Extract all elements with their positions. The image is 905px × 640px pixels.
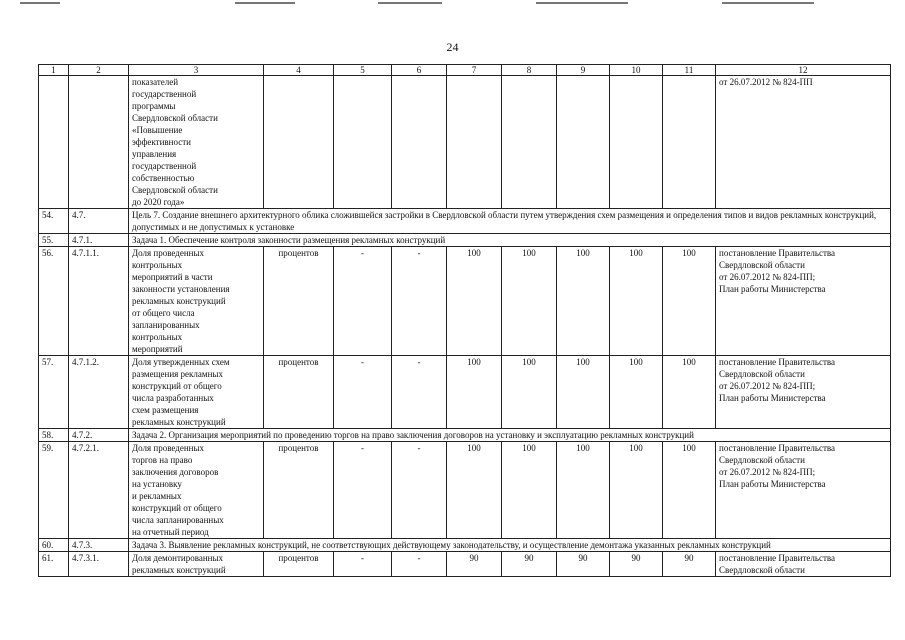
column-number-8: 8 — [502, 65, 557, 76]
unit-cell: процентов — [264, 442, 334, 539]
row-number: 59. — [39, 442, 69, 539]
row-code: 4.7.1.1. — [69, 247, 129, 356]
value-cell: - — [334, 247, 392, 356]
value-cell — [610, 76, 663, 209]
row-number: 61. — [39, 552, 69, 577]
value-cell: - — [334, 356, 392, 429]
value-cell: 100 — [557, 442, 610, 539]
unit-cell: процентов — [264, 552, 334, 577]
indicator-name: Доля демонтированных рекламных конструкций — [129, 552, 264, 577]
indicator-name: Доля утвержденных схем размещения рекламных конструкций от общего числа разработанных схем размещения рекламных конструкций — [129, 356, 264, 429]
indicator-row — [39, 76, 891, 209]
value-cell: - — [334, 552, 392, 577]
value-cell — [392, 76, 447, 209]
indicator-name: Доля проведенных торгов на право заключения договоров на установку и рекламных конструкций от общего числа запланированных на отчетный период — [129, 442, 264, 539]
row-code: 4.7.3.1. — [69, 552, 129, 577]
value-cell — [334, 76, 392, 209]
value-cell: - — [392, 552, 447, 577]
source-cell: постановление Правительства Свердловской области от 26.07.2012 № 824-ПП; План работы Министерства — [716, 247, 891, 356]
value-cell: 100 — [610, 356, 663, 429]
column-number-6: 6 — [392, 65, 447, 76]
column-number-4: 4 — [264, 65, 334, 76]
section-title: Задача 3. Выявление рекламных конструкций, не соответствующих действующему законодательству, и осуществление демонтажа указанных рекламных конструкций — [129, 539, 891, 552]
row-number: 60. — [39, 539, 69, 552]
section-title: Цель 7. Создание внешнего архитектурного облика сложившейся застройки в Свердловской области путем утверждения схем размещения и определения типов и видов рекламных конструкций, допустимых и не допустимых к установке — [129, 209, 891, 234]
section-row — [39, 234, 891, 247]
value-cell — [447, 76, 502, 209]
value-cell: 100 — [663, 247, 716, 356]
value-cell: 90 — [447, 552, 502, 577]
value-cell: 90 — [502, 552, 557, 577]
value-cell: 100 — [557, 247, 610, 356]
unit-cell — [264, 76, 334, 209]
row-number: 55. — [39, 234, 69, 247]
source-cell: постановление Правительства Свердловской области от 26.07.2012 № 824-ПП; План работы Министерства — [716, 356, 891, 429]
row-number: 54. — [39, 209, 69, 234]
source-cell: постановление Правительства Свердловской области — [716, 552, 891, 577]
indicator-row — [39, 356, 891, 429]
indicator-name: Доля проведенных контрольных мероприятий в части законности установления рекламных конструкций от общего числа запланированных контрольных мероприятий — [129, 247, 264, 356]
source-cell: постановление Правительства Свердловской области от 26.07.2012 № 824-ПП; План работы Министерства — [716, 442, 891, 539]
indicator-row — [39, 552, 891, 577]
column-number-2: 2 — [69, 65, 129, 76]
column-number-5: 5 — [334, 65, 392, 76]
section-row — [39, 539, 891, 552]
value-cell: 100 — [447, 442, 502, 539]
value-cell: 90 — [663, 552, 716, 577]
row-number: 56. — [39, 247, 69, 356]
row-number: 57. — [39, 356, 69, 429]
column-number-12: 12 — [716, 65, 891, 76]
section-row — [39, 209, 891, 234]
value-cell: 100 — [663, 356, 716, 429]
value-cell: 100 — [502, 442, 557, 539]
row-code: 4.7. — [69, 209, 129, 234]
section-title: Задача 1. Обеспечение контроля законности размещения рекламных конструкций — [129, 234, 891, 247]
column-number-9: 9 — [557, 65, 610, 76]
source-cell: от 26.07.2012 № 824-ПП — [716, 76, 891, 209]
value-cell: 90 — [557, 552, 610, 577]
value-cell: - — [392, 442, 447, 539]
value-cell: 100 — [447, 356, 502, 429]
unit-cell: процентов — [264, 247, 334, 356]
value-cell: 100 — [502, 356, 557, 429]
value-cell — [663, 76, 716, 209]
unit-cell: процентов — [264, 356, 334, 429]
row-code: 4.7.2. — [69, 429, 129, 442]
column-number-row — [39, 65, 891, 76]
value-cell: 90 — [610, 552, 663, 577]
row-code: 4.7.2.1. — [69, 442, 129, 539]
value-cell: - — [392, 356, 447, 429]
value-cell: 100 — [557, 356, 610, 429]
scan-top-edge — [0, 0, 905, 8]
value-cell: 100 — [610, 247, 663, 356]
row-code: 4.7.1.2. — [69, 356, 129, 429]
indicator-row — [39, 442, 891, 539]
indicator-name: показателей государственной программы Свердловской области «Повышение эффективности управления государственной собственностью Свердловской области до 2020 года» — [129, 76, 264, 209]
column-number-10: 10 — [610, 65, 663, 76]
value-cell: - — [392, 247, 447, 356]
value-cell: 100 — [502, 247, 557, 356]
value-cell: - — [334, 442, 392, 539]
column-number-3: 3 — [129, 65, 264, 76]
indicators-table — [38, 64, 891, 577]
section-title: Задача 2. Организация мероприятий по проведению торгов на право заключения договоров на установку и эксплуатацию рекламных конструкций — [129, 429, 891, 442]
value-cell: 100 — [663, 442, 716, 539]
section-row — [39, 429, 891, 442]
row-code: 4.7.3. — [69, 539, 129, 552]
value-cell — [502, 76, 557, 209]
value-cell: 100 — [447, 247, 502, 356]
row-number: 58. — [39, 429, 69, 442]
row-number — [39, 76, 69, 209]
indicator-row — [39, 247, 891, 356]
page-number: 24 — [446, 40, 459, 54]
column-number-1: 1 — [39, 65, 69, 76]
row-code: 4.7.1. — [69, 234, 129, 247]
row-code — [69, 76, 129, 209]
value-cell: 100 — [610, 442, 663, 539]
value-cell — [557, 76, 610, 209]
column-number-7: 7 — [447, 65, 502, 76]
column-number-11: 11 — [663, 65, 716, 76]
